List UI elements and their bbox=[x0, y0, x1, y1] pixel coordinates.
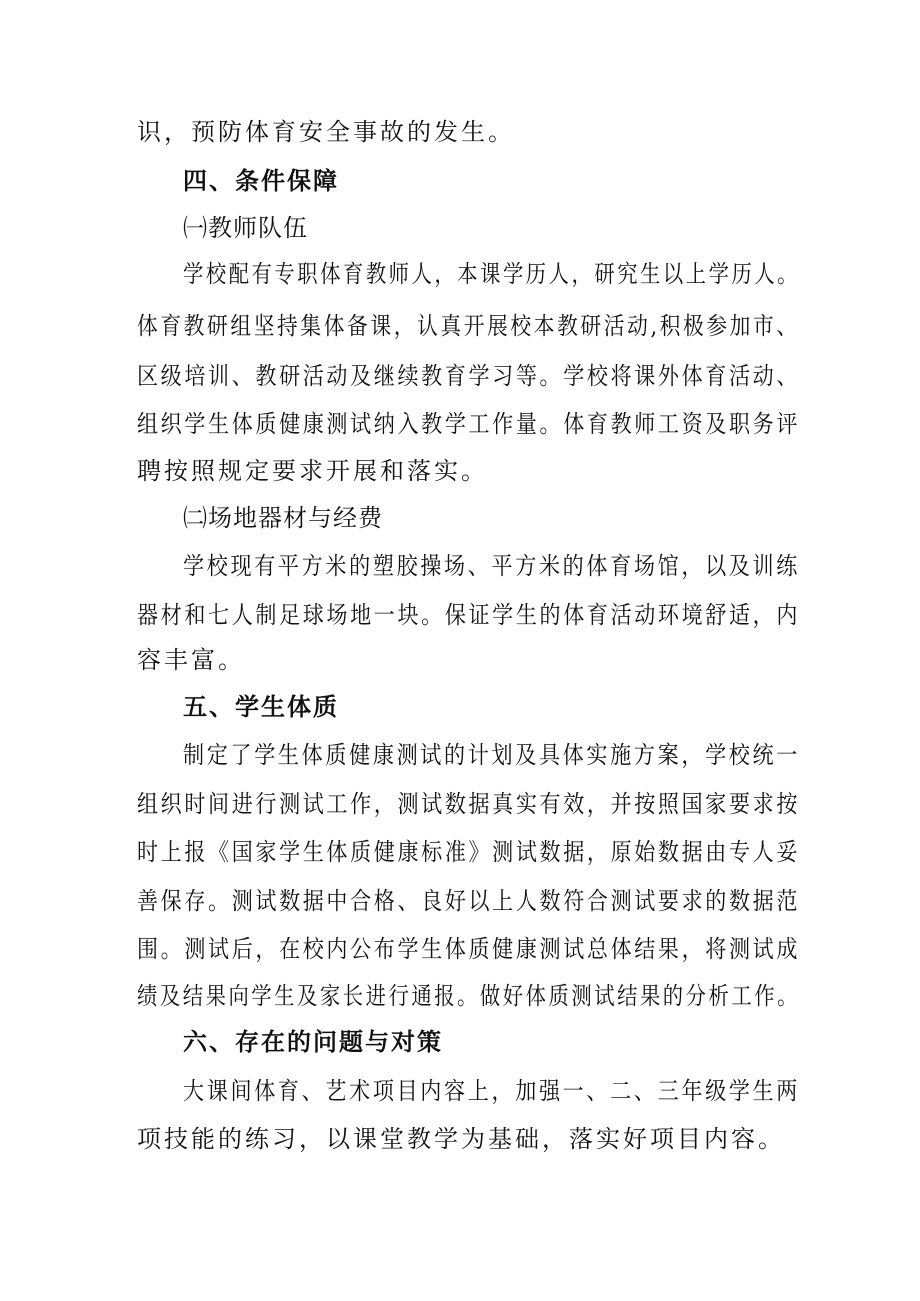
paragraph-line: 时上报《国家学生体质健康标准》测试数据，原始数据由专人妥 bbox=[137, 838, 801, 866]
section-heading: 四、条件保障 bbox=[183, 167, 339, 195]
section-heading: 五、学生体质 bbox=[183, 693, 339, 721]
paragraph-line: 聘按照规定要求开展和落实。 bbox=[137, 457, 488, 485]
paragraph-line: 项技能的练习，以课堂教学为基础，落实好项目内容。 bbox=[137, 1125, 785, 1153]
section-heading: 六、存在的问题与对策 bbox=[183, 1028, 443, 1056]
paragraph-line: 围。测试后，在校内公布学生体质健康测试总体结果，将测试成 bbox=[137, 935, 801, 963]
paragraph-line: 制定了学生体质健康测试的计划及具体实施方案，学校统一 bbox=[183, 741, 800, 769]
paragraph-line: 容丰富。 bbox=[137, 646, 245, 674]
paragraph-line: 识，预防体育安全事故的发生。 bbox=[137, 118, 515, 146]
paragraph-line: 体育教研组坚持集体备课，认真开展校本教研活动,积极参加市、 bbox=[137, 312, 800, 340]
paragraph-line: 器材和七人制足球场地一块。保证学生的体育活动环境舒适，内 bbox=[137, 601, 801, 629]
paragraph-line: 善保存。测试数据中合格、良好以上人数符合测试要求的数据范 bbox=[137, 887, 801, 915]
subsection-heading: ㈠教师队伍 bbox=[183, 214, 308, 242]
paragraph-line: 学校配有专职体育教师人，本课学历人，研究生以上学历人。 bbox=[183, 260, 801, 288]
paragraph-line: 区级培训、教研活动及继续教育学习等。学校将课外体育活动、 bbox=[137, 362, 801, 390]
paragraph-line: 学校现有平方米的塑胶操场、平方米的体育场馆，以及训练 bbox=[183, 552, 800, 580]
paragraph-line: 大课间体育、艺术项目内容上，加强一、二、三年级学生两 bbox=[183, 1077, 800, 1105]
paragraph-line: 组织学生体质健康测试纳入教学工作量。体育教师工资及职务评 bbox=[137, 410, 801, 438]
paragraph-line: 组织时间进行测试工作，测试数据真实有效，并按照国家要求按 bbox=[137, 790, 801, 818]
paragraph-line: 绩及结果向学生及家长进行通报。做好体质测试结果的分析工作。 bbox=[137, 982, 800, 1010]
subsection-heading: ㈡场地器材与经费 bbox=[183, 504, 383, 532]
